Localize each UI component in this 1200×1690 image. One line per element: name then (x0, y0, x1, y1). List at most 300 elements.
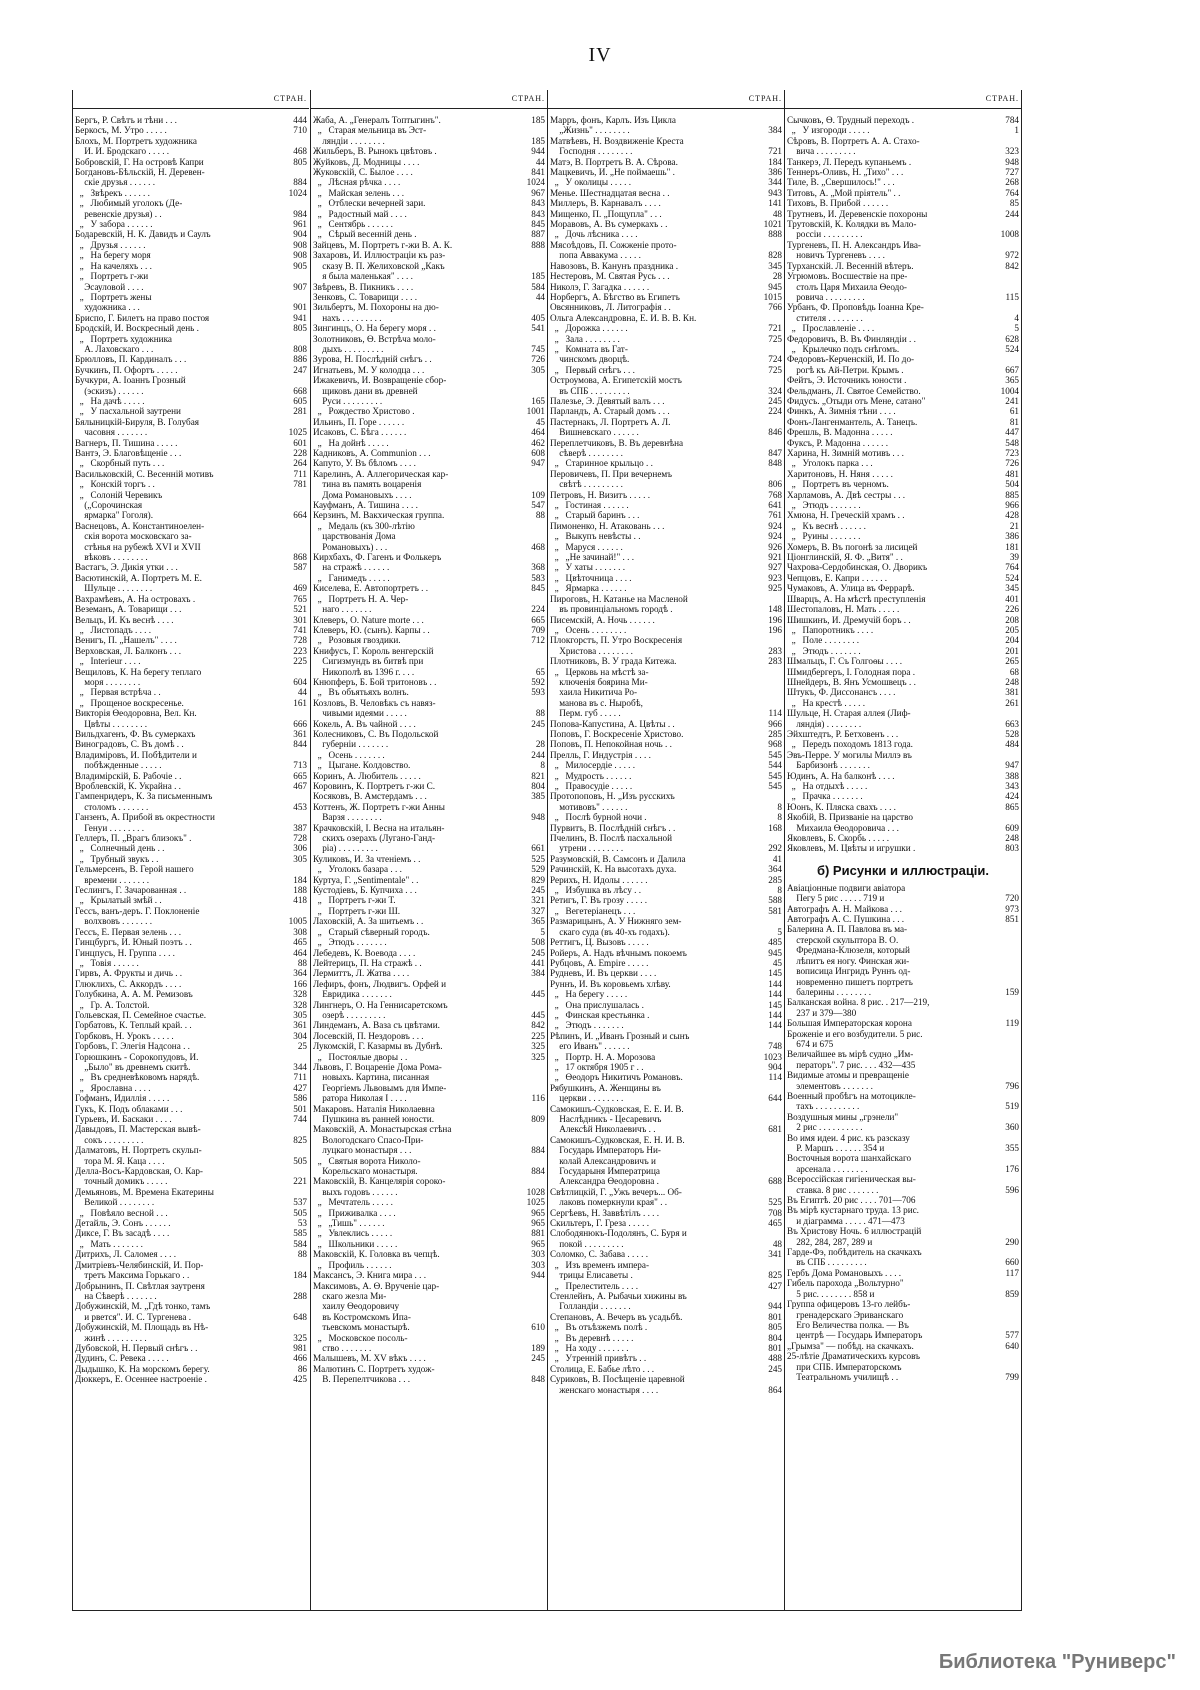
index-entry (313, 1145, 547, 1155)
index-entry (787, 914, 1021, 924)
entry-title: Венигъ, П. „Нашелъ" . . . . (75, 635, 177, 646)
entry-page-number: 245 (531, 718, 545, 729)
entry-page-number: 290 (1005, 1236, 1019, 1247)
index-entry (75, 1041, 309, 1051)
entry-title: Петровъ, Н. Визитъ . . . . . (550, 489, 651, 500)
index-entry (787, 966, 1021, 976)
entry-title: Ціонглинскій, Я. Ф. „Витя" . . (787, 552, 903, 563)
index-entry (75, 635, 309, 645)
entry-title: Гофманъ, Идиллія . . . . . (75, 1093, 170, 1104)
index-entry (75, 604, 309, 614)
entry-title: Добужинскій, М. Площадь въ Нѣ- (75, 1322, 209, 1333)
index-column-1 (73, 90, 309, 1610)
entry-page-number: 945 (768, 281, 782, 292)
index-entry (787, 334, 1021, 344)
entry-title: вѣковъ . . . . . . . . (75, 552, 148, 563)
index-entry (787, 935, 1021, 945)
entry-title: Гербъ Дома Романовыхъ . . . . (787, 1267, 902, 1278)
entry-title: Воздушныя мины „грэнели" (787, 1111, 899, 1122)
entry-page-number: 184 (293, 874, 307, 885)
entry-page-number: 865 (1005, 801, 1019, 812)
entry-title: Золотниковъ, Ѳ. Встрѣча моло- (313, 333, 436, 344)
index-entry (313, 604, 547, 614)
index-entry (550, 906, 784, 916)
index-entry (787, 698, 1021, 708)
entry-page-number: 281 (293, 406, 307, 417)
entry-page-number: 288 (293, 1290, 307, 1301)
index-entry (550, 594, 784, 604)
entry-title: Эйхштедтъ, Р. Бетховенъ . . . (787, 728, 899, 739)
index-entry (550, 1031, 784, 1041)
index-entry (550, 1291, 784, 1301)
entry-title: „ Этюдъ . . . . . . . (787, 645, 861, 656)
entry-title: Линдеманъ, А. Ваза съ цвѣтами. (313, 1020, 440, 1031)
entry-page-number: 484 (1005, 739, 1019, 750)
entry-title: „ Портретъ г-жи (75, 271, 149, 282)
entry-title: „ Первый снѣгъ . . . (550, 364, 635, 375)
entry-title: Гольевская, П. Семейное счастье. (75, 1009, 207, 1020)
entry-title: „ Осень . . . . . . . (313, 749, 385, 760)
entry-page-number: 39 (1009, 552, 1019, 563)
index-entry (313, 510, 547, 520)
index-entry (75, 271, 309, 281)
entry-page-number: 525 (531, 853, 545, 864)
index-entry (787, 354, 1021, 364)
index-entry (313, 771, 547, 781)
index-entry (787, 136, 1021, 146)
index-entry (313, 615, 547, 625)
index-entry (75, 1228, 309, 1238)
index-entry (787, 375, 1021, 385)
entry-title: Эсауловой . . . . (75, 281, 144, 292)
entry-title: ство . . . . . . . (313, 1342, 372, 1353)
entry-page-number: 845 (531, 219, 545, 230)
index-entry (787, 1164, 1021, 1174)
entry-title: Плотниковъ, В. У града Китежа. (550, 656, 677, 667)
entry-page-number: 640 (1005, 1340, 1019, 1351)
entry-title: „ Прачка . . . . . . . (787, 791, 863, 802)
entry-page-number: 663 (1005, 718, 1019, 729)
entry-title: ревенскіе друзья) . . (75, 208, 162, 219)
entry-title: „ Мать . . . . . . . (75, 1238, 143, 1249)
entry-title: Нестеровъ, М. Святая Русь . . . (550, 271, 670, 282)
entry-page-number: 713 (293, 760, 307, 771)
index-entry (313, 1135, 547, 1145)
index-entry (313, 1343, 547, 1353)
entry-page-number: 245 (531, 1353, 545, 1364)
index-entry (550, 386, 784, 396)
entry-page-number: 119 (1005, 1018, 1019, 1029)
entry-title: „ Прелеститель . . . . (550, 1280, 639, 1291)
entry-title: Менье. Шестнадцатая весна . . (550, 187, 670, 198)
index-entry (313, 1197, 547, 1207)
entry-page-number: 581 (768, 905, 782, 916)
entry-title: манова въ с. Ныробѣ, (550, 697, 643, 708)
index-table (72, 90, 1022, 1611)
index-entry (75, 885, 309, 895)
index-entry (313, 1208, 547, 1218)
entry-title: Балерина А. П. Павлова въ ма- (787, 924, 908, 935)
index-entry (313, 177, 547, 187)
index-entry (313, 1072, 547, 1082)
index-entry (550, 968, 784, 978)
index-entry (550, 552, 784, 562)
index-entry (550, 885, 784, 895)
entry-title: Давыдовъ, П. Мастерская вывѣ- (75, 1124, 201, 1135)
index-entry (550, 427, 784, 437)
entry-page-number: 711 (293, 1072, 307, 1083)
entry-page-number: 117 (1005, 1267, 1019, 1278)
entry-page-number: 868 (293, 552, 307, 563)
entry-page-number: 445 (531, 989, 545, 1000)
index-entry (787, 843, 1021, 853)
entry-page-number: 601 (293, 437, 307, 448)
index-entry (75, 927, 309, 937)
entry-title: „ Профиль . . . . . . (313, 1259, 392, 1270)
entry-title: „ Школьники . . . . . (313, 1238, 398, 1249)
entry-title: Якобій, В. Призваніе на царство (787, 812, 913, 823)
index-column-2 (310, 90, 547, 1610)
index-entry (550, 979, 784, 989)
entry-title: Вильдхагенъ, Ф. Въ сумеркахъ (75, 728, 196, 739)
entry-page-number: 144 (768, 1009, 782, 1020)
index-entry (313, 1239, 547, 1249)
entry-page-number: 283 (768, 645, 782, 656)
entry-page-number: 548 (1005, 437, 1019, 448)
entry-title: „ Портретъ художника (75, 333, 173, 344)
index-entry (313, 989, 547, 999)
entry-page-number: 364 (293, 968, 307, 979)
entry-title: стѣнья на рубежѣ XVI и XVII (75, 541, 201, 552)
entry-page-number: 462 (531, 437, 545, 448)
index-entry (787, 438, 1021, 448)
index-entry (550, 458, 784, 468)
entry-title: „ Правосудіе . . . . . (550, 781, 633, 791)
entry-title: Львовъ, Г. Воцареніе Дома Рома- (313, 1061, 442, 1072)
entry-page-number: 505 (293, 1207, 307, 1218)
index-entry (313, 1218, 547, 1228)
index-entry (75, 250, 309, 260)
index-entry (550, 167, 784, 177)
entry-title: Виноградовъ, С. Въ домѣ . . (75, 739, 184, 750)
index-entry (75, 427, 309, 437)
index-entry (550, 833, 784, 843)
index-entry (787, 490, 1021, 500)
entry-title: „ На отдыхѣ . . . . . (787, 781, 868, 791)
entry-title: лаковъ померкнули края" . . (550, 1197, 668, 1208)
entry-title: „ Уголокъ базара . . . (313, 864, 402, 875)
index-entry (313, 167, 547, 177)
index-entry (75, 979, 309, 989)
index-entry (75, 719, 309, 729)
index-entry (75, 448, 309, 458)
index-entry (550, 958, 784, 968)
entry-page-number: 261 (1005, 697, 1019, 708)
index-entry (550, 125, 784, 135)
entry-title: ровича . . . . . . . . . (787, 291, 865, 302)
entry-title: Ганзенъ, А. Прибой въ окрестности (75, 812, 215, 823)
entry-title: „ 17 октября 1905 г . . (550, 1061, 644, 1072)
index-entry (550, 240, 784, 250)
index-entry (313, 302, 547, 312)
index-entry (550, 438, 784, 448)
entry-title: Марръ, фонъ, Карлъ. Изъ Цикла (550, 115, 676, 125)
index-entry (550, 927, 784, 937)
index-entry (313, 386, 547, 396)
entry-title: „ На дойнѣ . . . . . (313, 437, 389, 448)
entry-title: Яковлевъ, М. Цвѣты и игрушки . (787, 843, 916, 854)
entry-title: Самокишъ-Судковская, Е. Е. И. В. (550, 1103, 684, 1114)
index-entry (75, 479, 309, 489)
entry-page-number: 741 (293, 624, 307, 635)
index-entry (75, 1031, 309, 1041)
entry-title: Малышевъ, М. XV вѣкъ . . . . (313, 1353, 426, 1364)
index-entry (550, 948, 784, 958)
index-entry (313, 864, 547, 874)
entry-title: Бучкинъ, П. Офортъ . . . . . (75, 364, 178, 375)
index-entry (550, 313, 784, 323)
entry-title: Гампенридеръ, К. За письменнымъ (75, 791, 213, 802)
entry-title: Гинцбургъ, И. Юный поэтъ . . (75, 937, 192, 948)
entry-page-number: 851 (1005, 914, 1019, 925)
entry-title: Карелинъ, А. Аллегорическая кар- (313, 468, 449, 479)
index-entry (550, 250, 784, 260)
entry-page-number: 545 (768, 770, 782, 781)
index-entry (313, 323, 547, 333)
entry-page-number: 141 (768, 198, 782, 209)
entry-title: „ Передъ походомъ 1813 года. (787, 739, 913, 750)
entry-title: „ Ганимедъ . . . . . (313, 572, 390, 583)
entry-title: Пчелинъ, В. Послѣ пасхальной (550, 833, 673, 844)
index-entry (313, 1291, 547, 1301)
index-entry (550, 625, 784, 635)
entry-title: Скильтеръ, Г. Греза . . . . . (550, 1218, 650, 1229)
index-entry (787, 1226, 1021, 1236)
index-entry (787, 1372, 1021, 1382)
entry-page-number: 908 (293, 239, 307, 250)
entry-page-number: 712 (531, 635, 545, 646)
entry-title: „ Майская зелень . . . (313, 187, 404, 198)
entry-page-number: 904 (293, 229, 307, 240)
entry-page-number: 88 (535, 510, 545, 521)
entry-title: моря . . . . . . . . (75, 676, 141, 687)
index-entry (550, 1176, 784, 1186)
index-entry (75, 115, 309, 125)
entry-title: „ Церковь на мѣстѣ за- (550, 666, 649, 677)
entry-title: Никополѣ въ 1396 г. . . . (313, 666, 415, 677)
entry-page-number: 924 (768, 520, 782, 531)
entry-title: Ижакевичъ, И. Возвращеніе сбор- (313, 375, 447, 386)
entry-title: Жильберъ, В. Рынокъ цвѣтовъ . (313, 146, 437, 157)
entry-title: Степановъ, А. Вечеръ въ усадьбѣ. (550, 1311, 683, 1322)
entry-title: тахъ . . . . . . . . . . (787, 1101, 860, 1112)
index-entry (75, 781, 309, 791)
entry-page-number: 159 (1005, 986, 1019, 997)
entry-title: Трутневъ, И. Деревенскіе похороны (787, 208, 928, 219)
entry-title: Во имя идеи. 4 рис. къ разсказу (787, 1132, 910, 1143)
index-entry (550, 209, 784, 219)
index-entry (75, 1093, 309, 1103)
entry-page-number: 5 (540, 926, 545, 937)
entry-page-number: 888 (531, 239, 545, 250)
index-entry (787, 521, 1021, 531)
entry-page-number: 221 (293, 1176, 307, 1187)
entry-title: Александра Ѳеодоровна . (550, 1176, 659, 1187)
entry-page-number: 245 (768, 395, 782, 406)
entry-page-number: 965 (531, 1218, 545, 1229)
entry-page-number: 385 (531, 791, 545, 802)
entry-title: озерѣ . . . . . . . . . (313, 1009, 386, 1020)
entry-page-number: 801 (768, 1342, 782, 1353)
index-entry (313, 500, 547, 510)
entry-page-number: 144 (768, 978, 782, 989)
index-entry (313, 677, 547, 687)
index-entry (75, 323, 309, 333)
entry-title: Господня . . . . . . . . (550, 146, 633, 157)
index-entry (787, 1008, 1021, 1018)
index-entry (75, 1322, 309, 1332)
entry-page-number: 205 (1005, 624, 1019, 635)
entry-page-number: 53 (297, 1218, 307, 1229)
entry-page-number: 545 (768, 781, 782, 791)
entry-title: времени . . . . . . . (75, 874, 150, 885)
entry-page-number: 176 (1005, 1163, 1019, 1174)
entry-title: Лебедевъ, К. Воевода . . . . (313, 947, 416, 958)
entry-title: „ На крестѣ . . . . . (787, 697, 865, 708)
entry-page-number: 28 (772, 271, 782, 282)
entry-page-number: 145 (768, 999, 782, 1010)
entry-page-number: 966 (768, 718, 782, 729)
entry-title: Книфусъ, Г. Король венгерскій (313, 645, 434, 656)
index-entry (550, 1062, 784, 1072)
entry-title: Харламовъ, А. Двѣ сестры . . . (787, 489, 906, 500)
entry-page-number: 196 (768, 614, 782, 625)
entry-page-number: 808 (293, 343, 307, 354)
entry-title: Богдановъ-Бѣльскій, Н. Деревен- (75, 167, 205, 178)
entry-title: Зенковъ, С. Товарищи . . . . (313, 291, 418, 302)
index-entry (75, 261, 309, 271)
entry-page-number: 1004 (1000, 385, 1019, 396)
index-entry (75, 240, 309, 250)
index-entry (75, 1208, 309, 1218)
index-entry (75, 625, 309, 635)
index-entry (550, 1270, 784, 1280)
index-entry (313, 469, 547, 479)
entry-page-number: 668 (293, 385, 307, 396)
index-entry (550, 354, 784, 364)
entry-page-number: 709 (531, 624, 545, 635)
entry-title: Михаила Ѳеодоровича . . . (787, 822, 899, 833)
entry-title: Большая Императорская корона (787, 1018, 912, 1029)
index-entry (550, 1187, 784, 1197)
index-entry (550, 1197, 784, 1207)
index-entry (787, 115, 1021, 125)
index-entry (787, 1174, 1021, 1184)
entry-title: „ Старинное крыльцо . . (550, 458, 653, 469)
index-entry (550, 729, 784, 739)
entry-title: „ Солнечный день . . (75, 843, 165, 854)
index-column-3 (547, 90, 784, 1610)
index-entry (313, 261, 547, 271)
index-entry (313, 1301, 547, 1311)
index-entry (75, 313, 309, 323)
entry-page-number: 185 (531, 115, 545, 125)
entry-page-number: 321 (531, 895, 545, 906)
entry-title: Николэ, Г. Загадка . . . . . . (550, 281, 650, 292)
entry-title: Пироговъ, Н. Катанье на Масленой (550, 593, 688, 604)
index-entry (75, 667, 309, 677)
index-entry (550, 375, 784, 385)
index-entry (313, 354, 547, 364)
entry-title: Видимые атомы и превращеніе (787, 1070, 909, 1081)
index-entry (313, 854, 547, 864)
entry-title: его Иванъ" . . . . . . (550, 1041, 630, 1052)
entry-page-number: 721 (768, 323, 782, 334)
entry-title: Поповъ, Г. Воскресеніе Христово. (550, 728, 684, 739)
entry-page-number: 884 (293, 177, 307, 188)
index-entry (313, 1281, 547, 1291)
index-entry (787, 167, 1021, 177)
entry-title: Бобровскій, Г. На островѣ Капри (75, 156, 204, 167)
index-entry (550, 812, 784, 822)
index-entry (550, 1000, 784, 1010)
entry-title: центрѣ — Государь Императоръ (787, 1330, 923, 1341)
index-entry (313, 729, 547, 739)
index-entry (313, 656, 547, 666)
index-entry (787, 604, 1021, 614)
entry-page-number: 805 (293, 156, 307, 167)
index-entry (75, 302, 309, 312)
index-entry (787, 781, 1021, 791)
index-entry (313, 1031, 547, 1041)
entry-page-number: 81 (1009, 416, 1019, 427)
index-entry (787, 635, 1021, 645)
entry-page-number: 723 (1005, 448, 1019, 458)
index-entry (550, 667, 784, 677)
index-entry (550, 1374, 784, 1384)
entry-page-number: 948 (1005, 156, 1019, 167)
index-entry (787, 469, 1021, 479)
entry-title: сокъ . . . . . . . . . (75, 1134, 144, 1145)
entry-title: „ У забора . . . . . . (75, 219, 153, 230)
index-entry (787, 458, 1021, 468)
index-entry (787, 667, 1021, 677)
index-entry (313, 1228, 547, 1238)
index-entry (313, 157, 547, 167)
entry-title: „ Этюдъ . . . . . . . (550, 1020, 624, 1031)
entry-page-number: 1001 (526, 406, 545, 417)
entry-title: Максимовъ, А. Ѳ. Врученіе цар- (313, 1280, 440, 1291)
entry-page-number: 845 (531, 583, 545, 594)
entry-title: Палезье, Э. Девятый валъ . . . (550, 395, 665, 406)
entry-page-number: 384 (531, 968, 545, 979)
index-entry (787, 1070, 1021, 1080)
entry-title: Гельмерсенъ, В. Герой нашего (75, 864, 194, 875)
entry-page-number: 381 (1005, 687, 1019, 698)
entry-title: Чахрова-Сердобинская, О. Дворикъ (787, 562, 928, 573)
entry-title: Дома Романовыхъ . . . . (313, 489, 412, 500)
entry-page-number: 965 (531, 1207, 545, 1218)
entry-title: Остроумова, А. Египетскій мостъ (550, 375, 682, 386)
entry-page-number: 292 (768, 843, 782, 854)
entry-title: Алексѣй Николаевичъ . . (550, 1124, 656, 1135)
entry-title: художника . . . (75, 302, 140, 313)
index-entry (313, 875, 547, 885)
index-entry (550, 479, 784, 489)
index-entry (313, 698, 547, 708)
entry-page-number: 5 (1014, 323, 1019, 334)
entry-title: Дитрихъ, Л. Саломея . . . . (75, 1249, 177, 1260)
